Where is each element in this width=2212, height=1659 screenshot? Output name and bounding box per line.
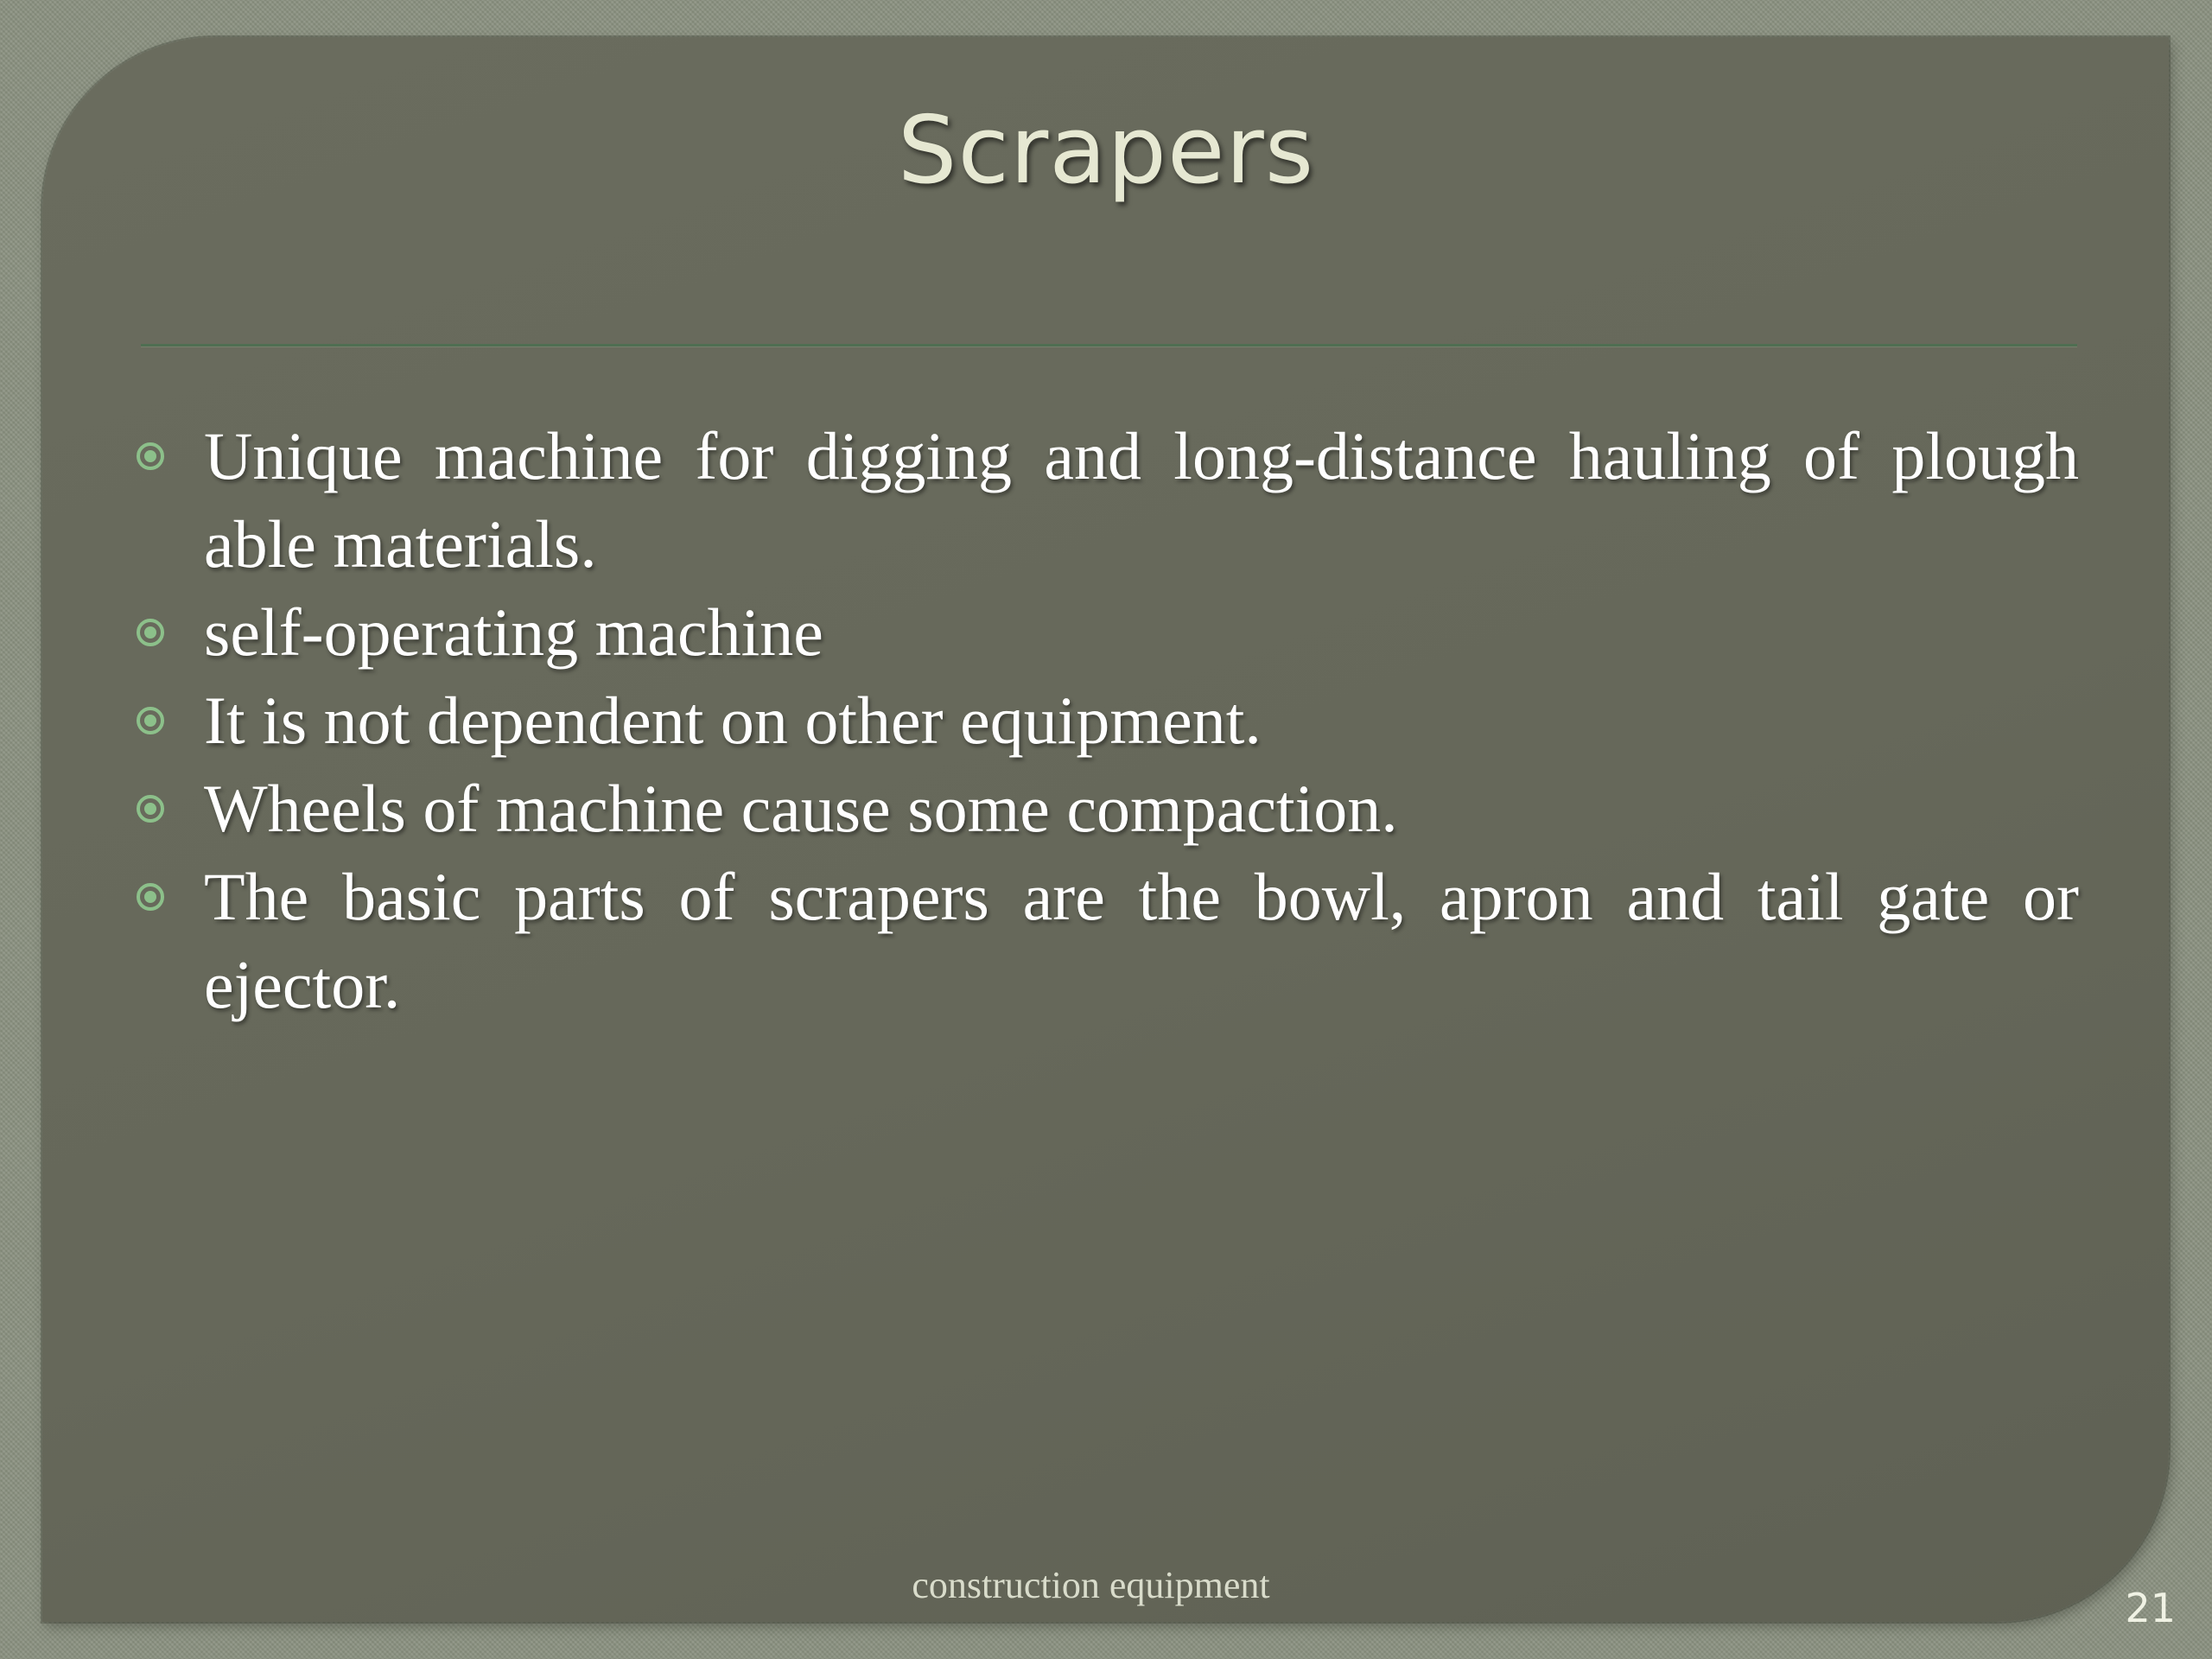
- bullet-text: self-operating machine: [204, 594, 823, 670]
- title-divider: [141, 344, 2077, 346]
- circled-dot-icon: [136, 618, 165, 647]
- bullet-item: [130, 412, 2079, 588]
- slide-title: Scrapers: [897, 97, 1315, 205]
- circled-dot-icon: [136, 706, 165, 735]
- bullet-item: [130, 853, 2079, 1029]
- bullet-text: The basic parts of scrapers are the bowl, apron and tail gate or ejector.: [204, 859, 2079, 1022]
- bullet-item: [130, 677, 2079, 765]
- bullet-list: [130, 412, 2079, 1029]
- circled-dot-icon: [136, 882, 165, 912]
- slide-number: 21: [2125, 1585, 2176, 1631]
- bullet-text: Unique machine for digging and long-distance hauling of plough able materials.: [204, 418, 2079, 582]
- bullet-text: Wheels of machine cause some compaction.: [204, 771, 1398, 846]
- slide-footer: construction equipment: [912, 1564, 1270, 1606]
- circled-dot-icon: [136, 442, 165, 471]
- bullet-item: [130, 588, 2079, 677]
- bullet-text: It is not dependent on other equipment.: [204, 683, 1262, 758]
- bullet-item: [130, 765, 2079, 853]
- circled-dot-icon: [136, 794, 165, 823]
